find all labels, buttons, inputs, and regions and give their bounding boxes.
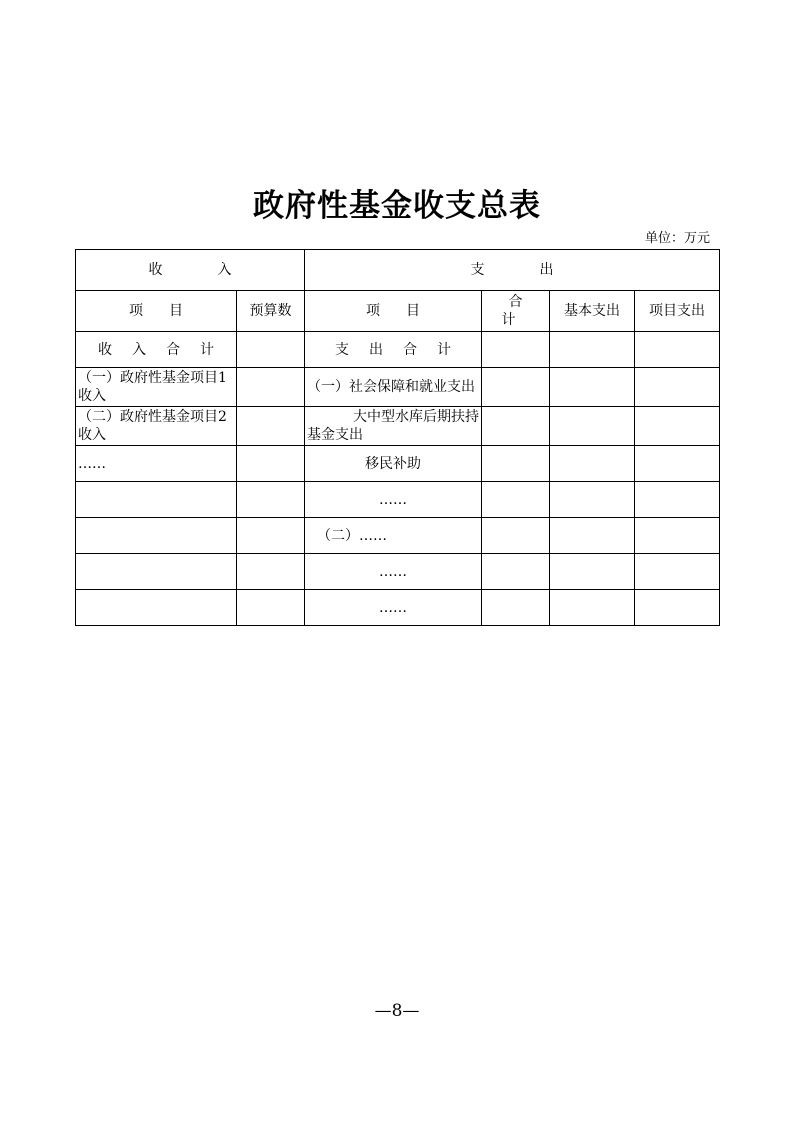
income-item-cell: [76, 554, 237, 590]
income-total-label: 收入合计: [76, 332, 237, 368]
project-cell: [635, 482, 720, 518]
budget-total-cell: [237, 332, 305, 368]
table-row: [76, 590, 720, 626]
budget-cell: [237, 518, 305, 554]
table-row: [76, 446, 720, 482]
expense-item-cell: ……: [305, 590, 482, 626]
budget-cell: [237, 368, 305, 407]
total-cell: [482, 407, 550, 446]
header-row-columns: [76, 291, 720, 332]
expense-item-cell: （一）社会保障和就业支出: [305, 368, 482, 407]
budget-cell: [237, 482, 305, 518]
table-row: [76, 368, 720, 407]
income-item-header: 项目: [76, 291, 237, 332]
income-item-cell: [76, 518, 237, 554]
page-number: —8—: [374, 1001, 420, 1021]
total-cell: [482, 368, 550, 407]
income-item-cell: （一）政府性基金项目1收入: [76, 368, 237, 407]
total-cell: [482, 518, 550, 554]
expense-group-header: 支出: [305, 250, 720, 291]
project-cell: [635, 446, 720, 482]
header-row-groups: [76, 250, 720, 291]
basic-cell: [550, 518, 635, 554]
page-title: 政府性基金收支总表: [253, 188, 541, 224]
total-cell: [482, 482, 550, 518]
total-header: 合计: [482, 291, 550, 332]
income-group-header: 收入: [76, 250, 305, 291]
project-cell: [635, 368, 720, 407]
expense-item-header: 项目: [305, 291, 482, 332]
totals-row: [76, 332, 720, 368]
expense-total-label: 支出合计: [305, 332, 482, 368]
basic-cell: [550, 446, 635, 482]
income-item-cell: [76, 482, 237, 518]
income-item-cell: [76, 590, 237, 626]
budget-cell: [237, 554, 305, 590]
project-cell: [635, 332, 720, 368]
table-row: [76, 554, 720, 590]
budget-cell: [237, 590, 305, 626]
project-cell: [635, 554, 720, 590]
table-row: [76, 482, 720, 518]
budget-cell: [237, 446, 305, 482]
basic-cell: [550, 554, 635, 590]
income-item-cell: （二）政府性基金项目2收入: [76, 407, 237, 446]
unit-label: 单位：万元: [644, 231, 710, 246]
expense-item-cell: ……: [305, 554, 482, 590]
basic-cell: [550, 482, 635, 518]
project-cell: [635, 518, 720, 554]
expense-item-cell: （二）……: [305, 518, 482, 554]
expense-item-cell: 移民补助: [305, 446, 482, 482]
total-cell: [482, 446, 550, 482]
project-cell: [635, 590, 720, 626]
total-cell: [482, 554, 550, 590]
budget-header: 预算数: [237, 291, 305, 332]
table-row: [76, 518, 720, 554]
basic-cell: [550, 332, 635, 368]
budget-cell: [237, 407, 305, 446]
total-cell: [482, 590, 550, 626]
basic-cell: [550, 407, 635, 446]
basic-cell: [550, 590, 635, 626]
table-row: [76, 407, 720, 446]
basic-cell: [550, 368, 635, 407]
expense-item-cell: 大中型水库后期扶持基金支出: [305, 407, 482, 446]
fund-summary-table: [75, 249, 720, 626]
income-item-cell: ……: [76, 446, 237, 482]
project-expense-header: 项目支出: [635, 291, 720, 332]
total-cell: [482, 332, 550, 368]
basic-expense-header: 基本支出: [550, 291, 635, 332]
project-cell: [635, 407, 720, 446]
expense-item-cell: ……: [305, 482, 482, 518]
